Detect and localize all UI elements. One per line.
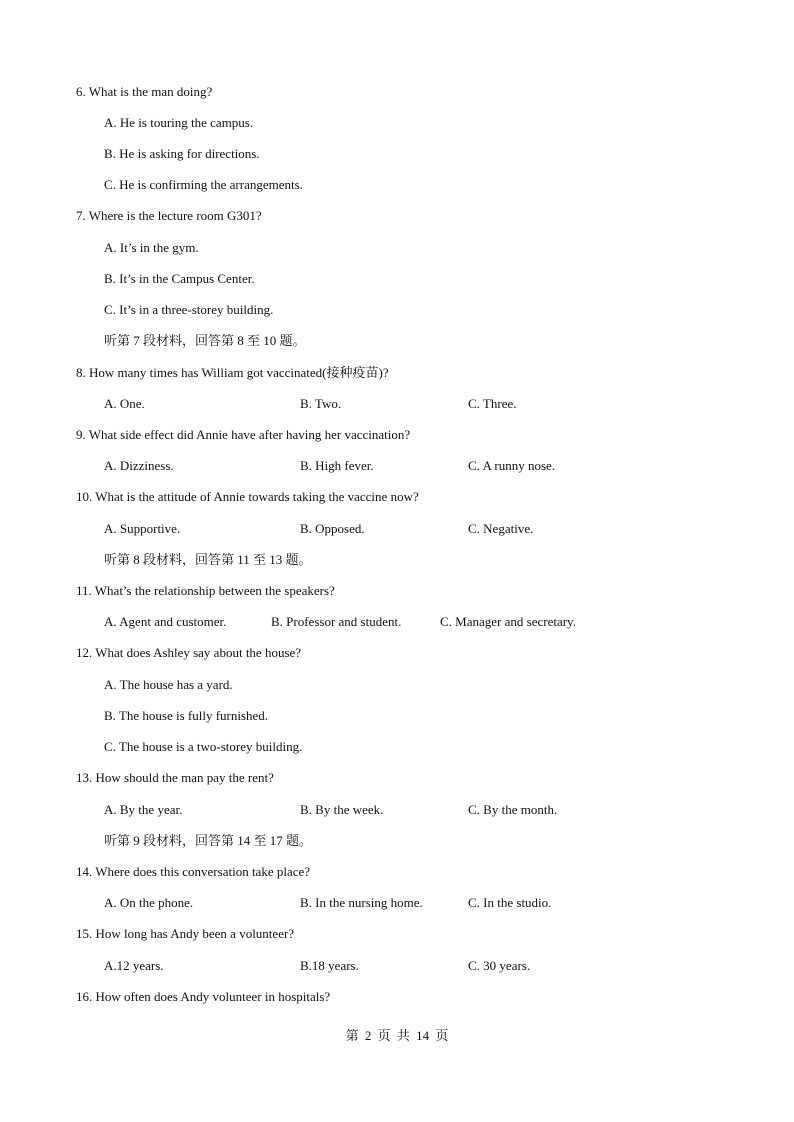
q9-option-c[interactable]: C. A runny nose. <box>468 458 556 473</box>
q10-option-b[interactable]: B. Opposed. <box>300 521 365 536</box>
q10-options-row <box>0 520 794 538</box>
question-11 <box>0 582 794 600</box>
question-text: 15. How long has Andy been a volunteer? <box>76 926 295 941</box>
q15-option-a[interactable]: A.12 years. <box>104 958 164 973</box>
option-label: B. It’s in the Campus Center. <box>104 271 255 286</box>
section-instruction <box>0 551 794 569</box>
q12-option-c[interactable] <box>0 738 794 756</box>
q13-option-b[interactable]: B. By the week. <box>300 802 384 817</box>
q8-option-c[interactable]: C. Three. <box>468 396 517 411</box>
option-label: C. He is confirming the arrangements. <box>104 177 303 192</box>
section-instruction <box>0 332 794 350</box>
question-15 <box>0 925 794 943</box>
question-14 <box>0 863 794 881</box>
q10-option-c[interactable]: C. Negative. <box>468 521 534 536</box>
instruction-text: 听第 8 段材料，回答第 11 至 13 题。 <box>104 552 312 567</box>
question-text: 7. Where is the lecture room G301? <box>76 208 262 223</box>
q14-option-a[interactable]: A. On the phone. <box>104 895 194 910</box>
q13-options-row <box>0 801 794 819</box>
q9-option-a[interactable]: A. Dizziness. <box>104 458 174 473</box>
q12-option-b[interactable] <box>0 707 794 725</box>
q7-option-c[interactable] <box>0 301 794 319</box>
q11-option-c[interactable]: C. Manager and secretary. <box>440 614 576 629</box>
q11-option-b[interactable]: B. Professor and student. <box>271 614 402 629</box>
option-label: A. He is touring the campus. <box>104 115 254 130</box>
question-9 <box>0 426 794 444</box>
question-7 <box>0 207 794 225</box>
instruction-text: 听第 9 段材料，回答第 14 至 17 题。 <box>104 833 313 848</box>
question-10 <box>0 488 794 506</box>
question-text: 10. What is the attitude of Annie towards taking the vaccine now? <box>76 489 419 504</box>
option-label: B. He is asking for directions. <box>104 146 260 161</box>
option-label: B. The house is fully furnished. <box>104 708 269 723</box>
question-text: 13. How should the man pay the rent? <box>76 770 274 785</box>
question-text: 6. What is the man doing? <box>76 84 213 99</box>
option-label: C. It’s in a three-storey building. <box>104 302 274 317</box>
question-text: 11. What’s the relationship between the speakers? <box>76 583 335 598</box>
question-16 <box>0 988 794 1006</box>
question-8 <box>0 364 794 382</box>
option-label: A. It’s in the gym. <box>104 240 199 255</box>
question-text: 16. How often does Andy volunteer in hospitals? <box>76 989 331 1004</box>
q11-options-row <box>0 613 794 631</box>
q14-option-b[interactable]: B. In the nursing home. <box>300 895 423 910</box>
q15-option-b[interactable]: B.18 years. <box>300 958 359 973</box>
q14-option-c[interactable]: C. In the studio. <box>468 895 552 910</box>
question-text: 14. Where does this conversation take place? <box>76 864 311 879</box>
q11-option-a[interactable]: A. Agent and customer. <box>104 614 227 629</box>
q15-option-c[interactable]: C. 30 years. <box>468 958 531 973</box>
q6-option-b[interactable] <box>0 145 794 163</box>
question-6 <box>0 83 794 101</box>
q6-option-a[interactable] <box>0 114 794 132</box>
question-text: 8. How many times has William got vaccinated(接种疫苗)? <box>76 365 389 380</box>
q7-option-b[interactable] <box>0 270 794 288</box>
question-13 <box>0 769 794 787</box>
option-label: C. The house is a two-storey building. <box>104 739 303 754</box>
q9-options-row <box>0 457 794 475</box>
question-text: 9. What side effect did Annie have after having her vaccination? <box>76 427 411 442</box>
q7-option-a[interactable] <box>0 239 794 257</box>
q8-option-b[interactable]: B. Two. <box>300 396 342 411</box>
q8-options-row <box>0 395 794 413</box>
q15-options-row <box>0 957 794 975</box>
option-label: A. The house has a yard. <box>104 677 233 692</box>
q6-option-c[interactable] <box>0 176 794 194</box>
q9-option-b[interactable]: B. High fever. <box>300 458 374 473</box>
q14-options-row <box>0 894 794 912</box>
q13-option-c[interactable]: C. By the month. <box>468 802 558 817</box>
q12-option-a[interactable] <box>0 676 794 694</box>
page-footer: 第 2 页 共 14 页 <box>345 1028 449 1043</box>
question-12 <box>0 644 794 662</box>
instruction-text: 听第 7 段材料，回答第 8 至 10 题。 <box>104 333 306 348</box>
q13-option-a[interactable]: A. By the year. <box>104 802 183 817</box>
q10-option-a[interactable]: A. Supportive. <box>104 521 181 536</box>
q8-option-a[interactable]: A. One. <box>104 396 145 411</box>
section-instruction <box>0 832 794 850</box>
question-text: 12. What does Ashley say about the house? <box>76 645 302 660</box>
